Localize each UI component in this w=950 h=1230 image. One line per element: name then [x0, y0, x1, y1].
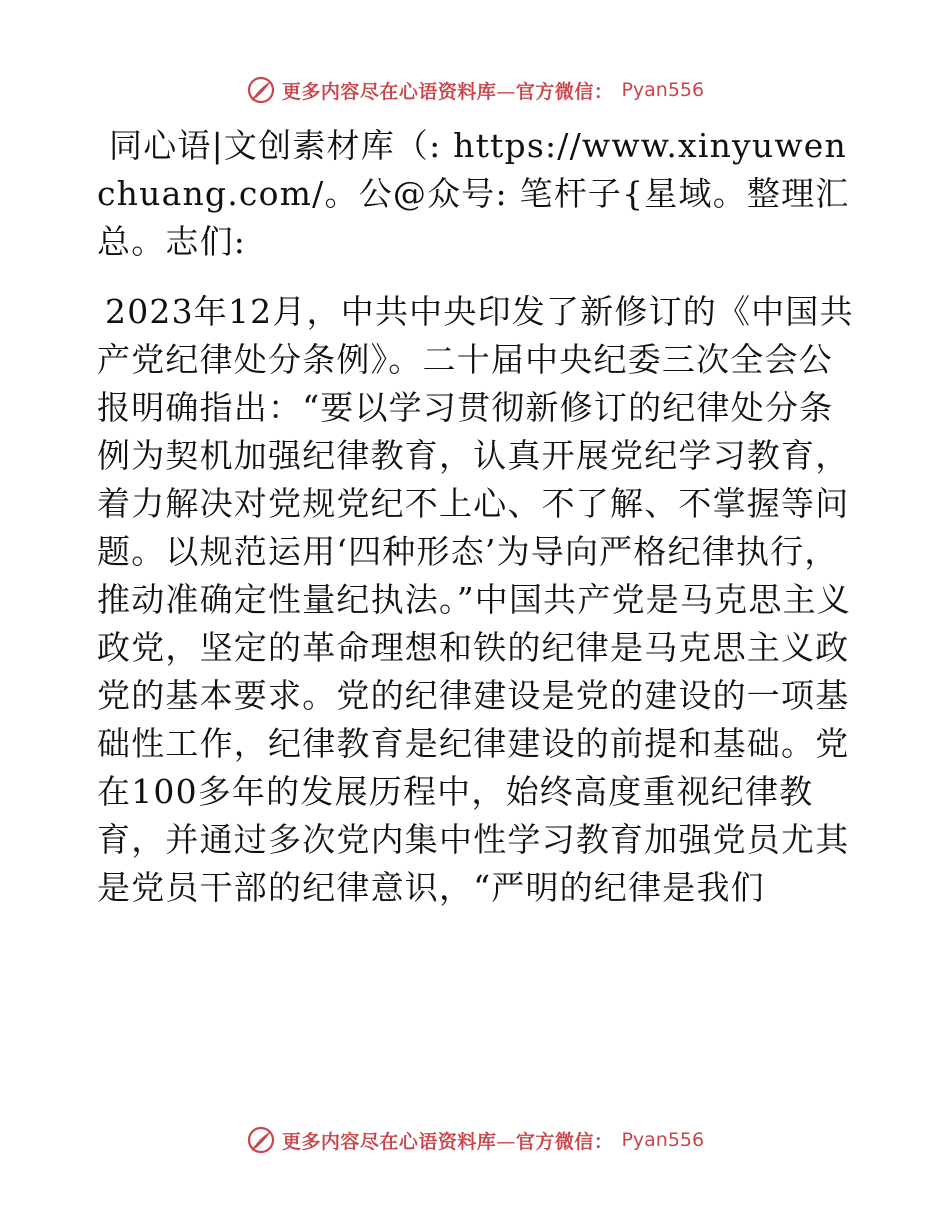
main-paragraph: 2023年12月，中共中央印发了新修订的《中国共产党纪律处分条例》。二十届中央纪委三次全会公报明确指出：“要以学习贯彻新修订的纪律处分条例为契机加强纪律教育，认真开展党纪学习教育，着力解决对党规党纪不上心、不了解、不掌握等问题。以规范运用‘四种形态’为导向严格纪律执行，推动准确定性量纪执法。”中国共产党是马克思主义政党，坚定的革命理想和铁的纪律是马克思主义政党的基本要求。党的纪律建设是党的建设的一项基础性工作，纪律教育是纪律建设的前提和基础。党在100多年的发展历程中，始终高度重视纪律教育，并通过多次党内集中性学习教育加强党员尤其是党员干部的纪律意识，“严明的纪律是我们 [97, 292, 854, 907]
header-wechat-id: Pyan556 [621, 79, 705, 101]
footer-wechat-id: Pyan556 [621, 1129, 705, 1151]
footer-watermark [0, 1120, 950, 1160]
quill-logo-icon [246, 75, 276, 105]
intro-paragraph: 同心语|文创素材库（: https://www.xinyuwenchuang.com/。公@众号: 笔杆子{星域。整理汇总。志们: [97, 126, 850, 261]
header-slogan: 更多内容尽在心语资料库—官方微信： [281, 80, 614, 103]
quill-logo-icon [246, 1125, 276, 1155]
footer-slogan: 更多内容尽在心语资料库—官方微信： [281, 1130, 614, 1153]
document-body [97, 122, 857, 912]
header-watermark [0, 70, 950, 110]
